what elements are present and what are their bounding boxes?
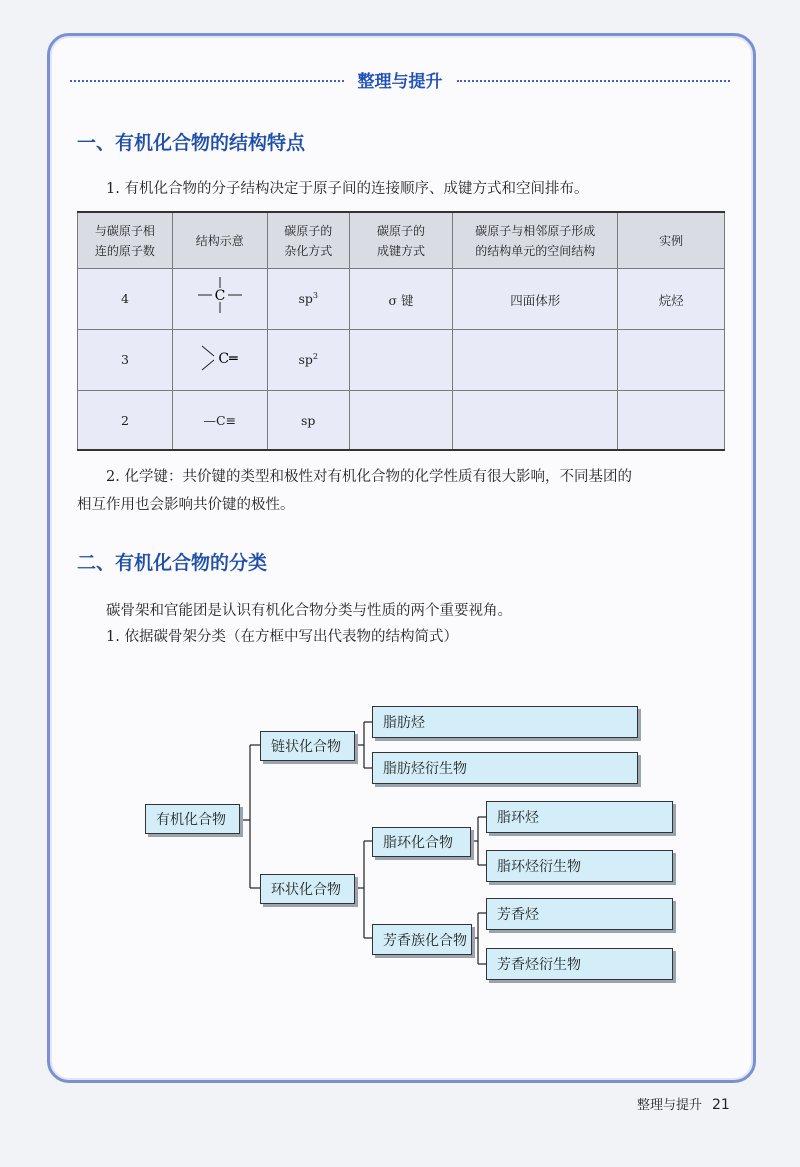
- header-hybridization: 碳原子的 杂化方式: [267, 212, 349, 269]
- tree-leaf-aliphatic-derivative: 脂肪烃衍生物: [372, 752, 638, 784]
- tree-leaf-aromatic-derivative: 芳香烃衍生物: [486, 948, 673, 980]
- tetrahedral-carbon-symbol: [190, 277, 250, 313]
- tree-node-alicyclic: 脂环化合物: [372, 827, 471, 857]
- banner-dots-right: [457, 80, 731, 82]
- cell-structure: [172, 330, 267, 391]
- page-footer: [637, 1094, 730, 1113]
- cell-example: [618, 391, 725, 451]
- banner-title: 整理与提升: [357, 71, 443, 92]
- tree-leaf-aliphatic-hydrocarbon: 脂肪烃: [372, 706, 638, 738]
- svg-text:C: C: [214, 288, 226, 304]
- cell-bond: σ 键: [349, 269, 453, 330]
- section2-item1: 1. 依据碳骨架分类（在方框中写出代表物的结构简式）: [106, 629, 458, 645]
- cell-shape: 四面体形: [453, 269, 618, 330]
- cell-bond: [349, 330, 453, 391]
- cell-count: 3: [78, 330, 173, 391]
- cell-hybrid: $sp^3$: [267, 269, 349, 330]
- cell-bond: [349, 391, 453, 451]
- cell-example: [618, 330, 725, 391]
- table-row: [78, 330, 725, 391]
- cell-hybrid: $sp^2$: [267, 330, 349, 391]
- header-bond-type: 碳原子的 成键方式: [349, 212, 453, 269]
- footer-label: 整理与提升: [637, 1098, 703, 1113]
- cell-shape: [453, 391, 618, 451]
- tree-node-root: 有机化合物: [145, 804, 240, 834]
- header-structure: 结构示意: [172, 212, 267, 269]
- section-banner: [70, 64, 730, 94]
- tree-leaf-alicyclic-derivative: 脂环烃衍生物: [486, 850, 673, 882]
- cell-count: 4: [78, 269, 173, 330]
- cell-shape: [453, 330, 618, 391]
- tree-leaf-aromatic-hydrocarbon: 芳香烃: [486, 898, 673, 930]
- header-geometry: 碳原子与相邻原子形成 的结构单元的空间结构: [453, 212, 618, 269]
- cell-hybrid: sp: [267, 391, 349, 451]
- cell-count: 2: [78, 391, 173, 451]
- tree-node-chain: 链状化合物: [260, 731, 355, 761]
- table-row: [78, 391, 725, 451]
- tree-leaf-alicyclic-hydrocarbon: 脂环烃: [486, 801, 673, 833]
- cell-structure: [172, 269, 267, 330]
- tree-node-ring: 环状化合物: [260, 874, 355, 904]
- section1-item1: 1. 有机化合物的分子结构决定于原子间的连接顺序、成键方式和空间排布。: [106, 181, 589, 197]
- header-atom-count: 与碳原子相 连的原子数: [78, 212, 173, 269]
- svg-text:C═: C═: [218, 351, 238, 367]
- structure-table: [77, 211, 725, 451]
- trigonal-carbon-symbol: [190, 340, 250, 376]
- page-number: 21: [712, 1097, 730, 1113]
- section1-heading: 一、有机化合物的结构特点: [77, 132, 306, 154]
- header-example: 实例: [618, 212, 725, 269]
- section1-item2-line2: 相互作用也会影响共价键的极性。: [77, 497, 295, 513]
- section2-heading: 二、有机化合物的分类: [77, 552, 268, 574]
- banner-dots-left: [70, 80, 344, 82]
- table-header-row: [78, 212, 725, 269]
- cell-example: 烷烃: [618, 269, 725, 330]
- section1-item2-line1: 2. 化学键：共价键的类型和极性对有机化合物的化学性质有很大影响，不同基团的: [106, 469, 632, 485]
- tree-node-aromatic: 芳香族化合物: [372, 924, 472, 955]
- table-row: [78, 269, 725, 330]
- section2-intro: 碳骨架和官能团是认识有机化合物分类与性质的两个重要视角。: [106, 603, 512, 619]
- cell-structure: —C≡: [172, 391, 267, 451]
